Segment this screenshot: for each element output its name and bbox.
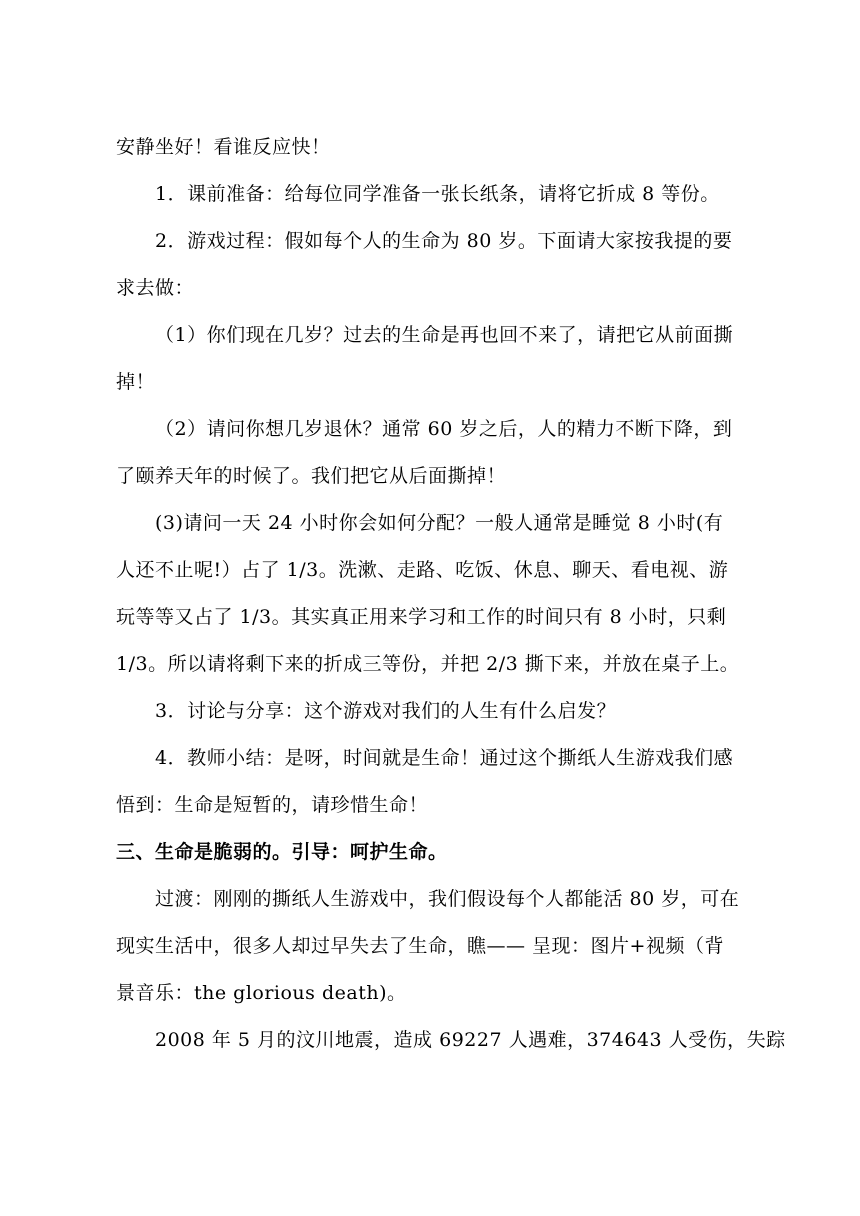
text-line: 玩等等又占了 1/3。其实真正用来学习和工作的时间只有 8 小时，只剩 xyxy=(116,606,727,628)
text-line: 安静坐好！看谁反应快！ xyxy=(116,136,331,158)
text-line: 3．讨论与分享：这个游戏对我们的人生有什么启发？ xyxy=(155,700,617,722)
text-line: （2）请问你想几岁退休？通常 60 岁之后，人的精力不断下降，到 xyxy=(155,418,733,440)
text-line: 悟到：生命是短暂的，请珍惜生命！ xyxy=(116,794,429,816)
text-line: 求去做： xyxy=(116,277,195,299)
text-line: 2．游戏过程：假如每个人的生命为 80 岁。下面请大家按我提的要 xyxy=(155,230,733,252)
text-line: 现实生活中，很多人却过早失去了生命，瞧—— 呈现：图片+视频（背 xyxy=(116,935,724,957)
text-line: 过渡：刚刚的撕纸人生游戏中，我们假设每个人都能活 80 岁，可在 xyxy=(155,888,740,910)
text-line: 了颐养天年的时候了。我们把它从后面撕掉！ xyxy=(116,465,507,487)
text-line: （1）你们现在几岁？过去的生命是再也回不来了，请把它从前面撕 xyxy=(155,324,734,346)
text-line: (3)请问一天 24 小时你会如何分配？一般人通常是睡觉 8 小时(有 xyxy=(155,512,724,534)
text-line: 1．课前准备：给每位同学准备一张长纸条，请将它折成 8 等份。 xyxy=(155,183,720,205)
text-line: 4．教师小结：是呀，时间就是生命！通过这个撕纸人生游戏我们感 xyxy=(155,747,734,769)
text-line: 景音乐：the glorious death)。 xyxy=(116,982,407,1004)
text-line: 1/3。所以请将剩下来的折成三等份，并把 2/3 撕下来，并放在桌子上。 xyxy=(116,653,740,675)
text-line: 人还不止呢!）占了 1/3。洗漱、走路、吃饭、休息、聊天、看电视、游 xyxy=(116,559,729,581)
section-heading: 三、生命是脆弱的。引导：呵护生命。 xyxy=(116,841,448,863)
text-line: 2008 年 5 月的汶川地震，造成 69227 人遇难，374643 人受伤，失踪 xyxy=(155,1029,786,1051)
text-line: 掉！ xyxy=(116,371,156,393)
